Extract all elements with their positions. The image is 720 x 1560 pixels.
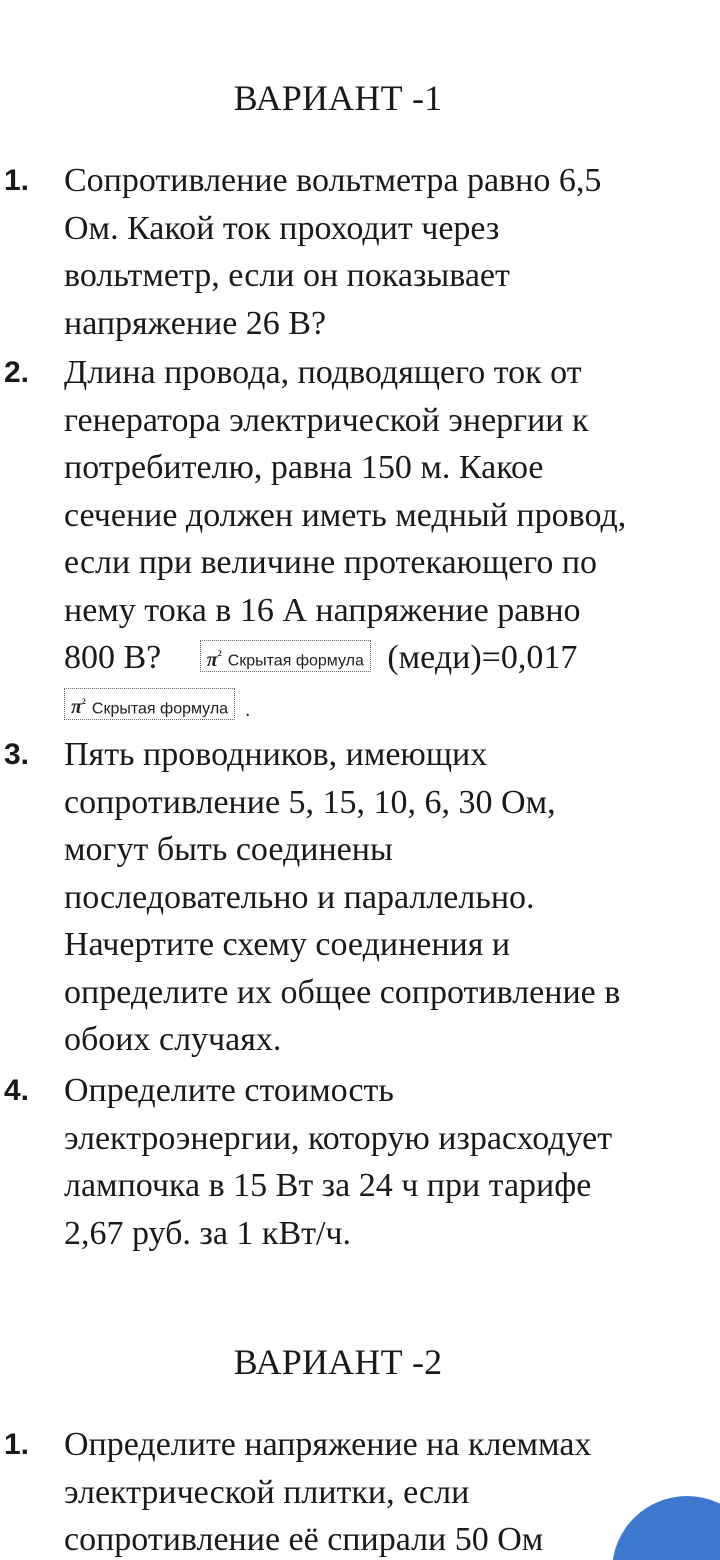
question-text [64,157,720,347]
question-line: если при величине протекающего по [64,544,598,581]
question-number: 4. [4,1074,30,1107]
question-text [64,1067,720,1257]
question-line: Начертите схему соединения и [64,926,511,963]
hidden-formula-1[interactable] [200,640,371,672]
question-number: 2. [4,356,30,389]
question-text [64,349,720,729]
question-number: 1. [4,164,30,197]
question-line: Пять проводников, имеющих [64,736,488,773]
question-line-with-formula [64,634,720,682]
question-line: вольтметр, если он показывает [64,257,510,294]
question-line: сопротивление её спирали 50 Ом [64,1521,544,1558]
question-number: 1. [4,1428,30,1461]
question-line: 2,67 руб. за 1 кВт/ч. [64,1214,352,1252]
question-line: генератора электрической энергии к [64,401,589,439]
question-number: 3. [4,738,30,771]
question-line: Ом. Какой ток проходит через [64,209,500,247]
hidden-formula-label: Скрытая формула [227,652,364,670]
question-line: сопротивление 5, 15, 10, 6, 30 Ом, [64,783,556,821]
question-line-end: (меди)=0,017 [387,639,578,676]
sentence-end-mark: . [245,698,251,721]
hidden-formula-2[interactable] [64,688,235,720]
question-line: лампочка в 15 Вт за 24 ч при тарифе [64,1167,592,1204]
variant-2-title: ВАРИАНТ -2 [233,1342,443,1382]
pi-formula-icon: $\pi^2$ [71,696,86,719]
question-line: Сопротивление вольтметра равно 6,5 [64,162,602,199]
pi-formula-icon: $\pi^2$ [206,648,222,671]
question-line: потребителю, равна 150 м. Какое [64,449,544,486]
question-line: обоих случаях. [64,1021,282,1058]
question-line: нему тока в 16 А напряжение равно [64,591,581,629]
question-line: сечение должен иметь медный провод, [64,496,627,534]
question-line: Определите напряжение на клеммах [64,1426,592,1463]
question-line: Длина провода, подводящего ток от [64,354,582,391]
question-line: Определите стоимость [64,1072,394,1109]
question-line: последовательно и параллельно. [64,878,535,916]
variant-1-title: ВАРИАНТ -1 [233,78,443,118]
question-line: электроэнергии, которую израсходует [64,1119,613,1157]
question-text [64,731,720,1064]
question-line: напряжение 26 В? [64,304,327,342]
question-line-start: 800 В? [64,639,162,676]
question-line: электрической плитки, если [64,1473,470,1511]
question-line-formula-only [64,682,720,730]
question-line: определите их общее сопротивление в [64,973,621,1011]
hidden-formula-label: Скрытая формула [91,700,229,718]
question-line: могут быть соединены [64,831,393,868]
